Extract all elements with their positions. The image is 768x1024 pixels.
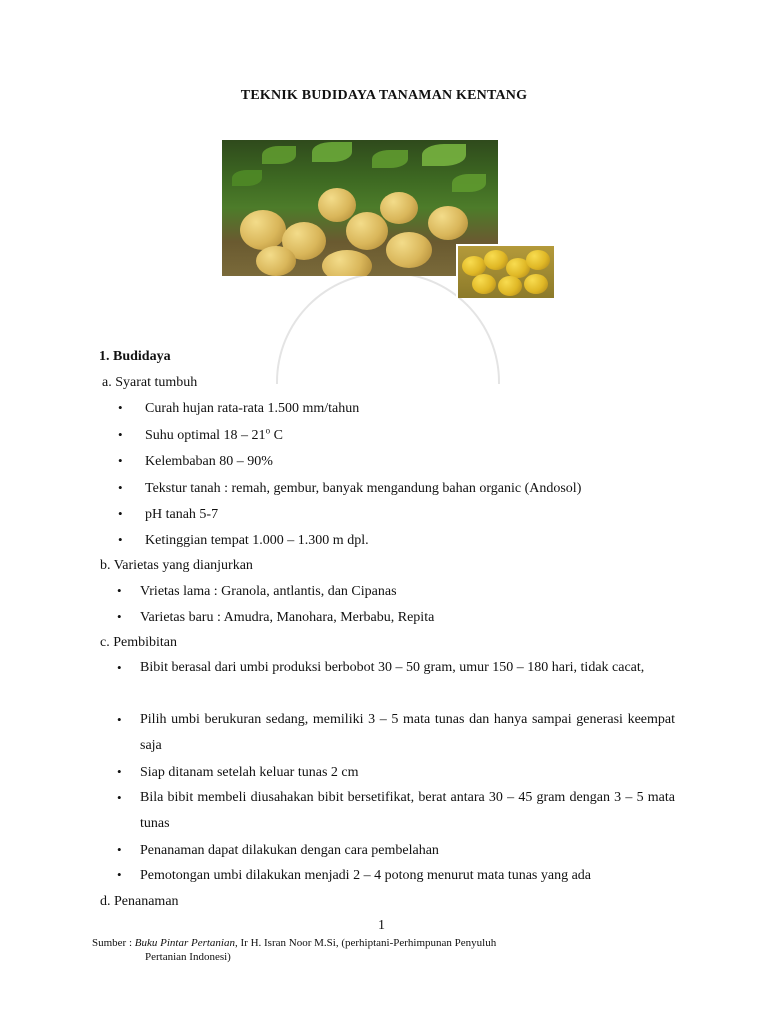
- subsection-d-label: d. Penanaman: [100, 894, 179, 909]
- bullet-icon: •: [117, 609, 122, 624]
- section-heading: 1. Budidaya: [99, 349, 171, 364]
- bullet-icon: •: [117, 867, 122, 882]
- subsection-a-label: a. Syarat tumbuh: [102, 375, 198, 390]
- bullet-icon: •: [118, 480, 123, 495]
- bullet-icon: •: [118, 400, 123, 415]
- bullet-icon: •: [118, 506, 123, 521]
- bullet-icon: •: [117, 660, 122, 675]
- bullet-icon: •: [117, 583, 122, 598]
- bullet-icon: •: [118, 427, 123, 442]
- document-title: TEKNIK BUDIDAYA TANAMAN KENTANG: [240, 88, 528, 103]
- small-potatoes-image: [456, 244, 554, 298]
- bullet-icon: •: [117, 764, 122, 779]
- footer-book-title: Buku Pintar Pertanian: [134, 937, 235, 949]
- footer-source: Sumber : Buku Pintar Pertanian, Ir H. Isran Noor M.Si, (perhiptani-Perhimpunan Penyuluh Pertanian Indonesi): [92, 937, 497, 963]
- bullet-icon: •: [117, 790, 122, 805]
- bullet-icon: •: [117, 842, 122, 857]
- bullet-icon: •: [117, 712, 122, 727]
- page-number: 1: [378, 918, 385, 933]
- bullet-icon: •: [118, 453, 123, 468]
- bullet-icon: •: [118, 532, 123, 547]
- subsection-c-label: c. Pembibitan: [100, 635, 177, 650]
- subsection-b-label: b. Varietas yang dianjurkan: [100, 558, 253, 573]
- potato-photo: [218, 132, 554, 300]
